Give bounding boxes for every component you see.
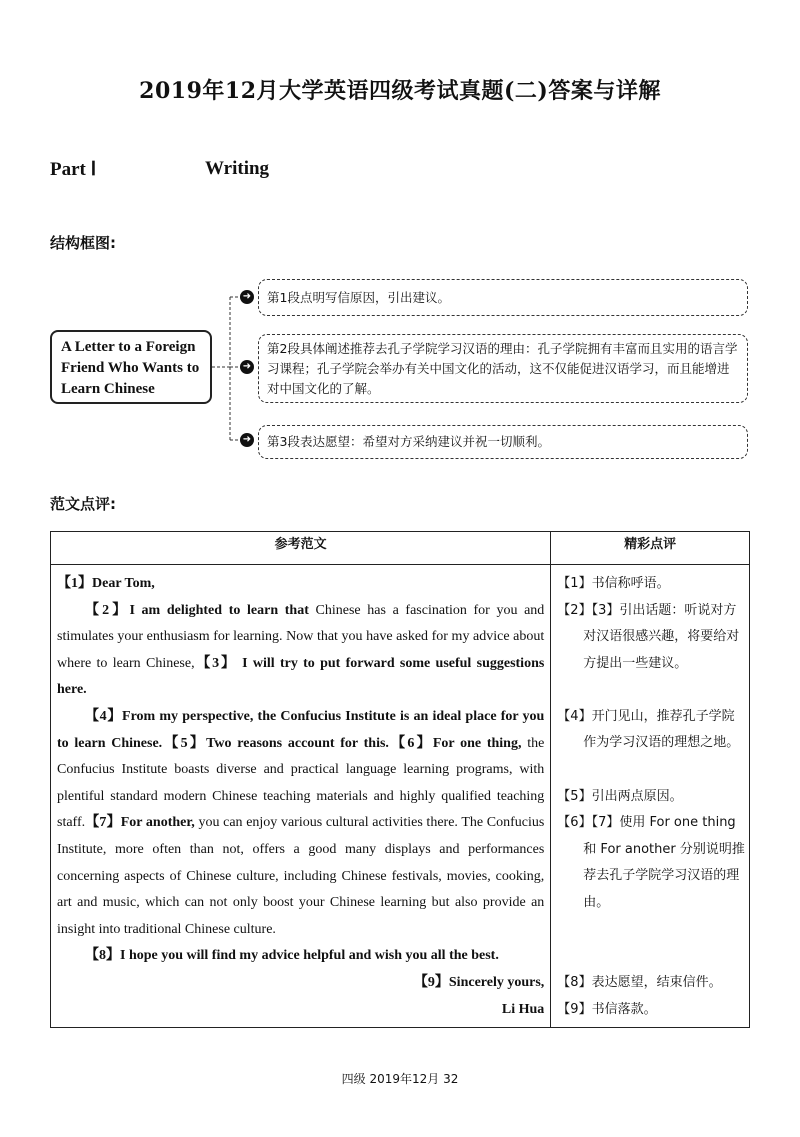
highlight-phrase: I am delighted to learn that bbox=[129, 602, 309, 618]
branch-paragraph-2: 第2段具体阐述推荐去孔子学院学习汉语的理由：孔子学院拥有丰富而且实用的语言学习课程；孔子学院会举办有关中国文化的活动，这不仅能促进汉语学习，而且能增进对中国文化的了解。 bbox=[258, 334, 748, 403]
essay-signature: Li Hua bbox=[501, 1001, 545, 1017]
part-label: Part Ⅰ bbox=[50, 159, 97, 180]
essay-text: you can enjoy various cultural activities there. The Confucius Institute, more often than not, offers a good many displays and performances concerning aspects of Chinese culture, including Chinese festivals, movies, cooking, art and music, which can not only boost your Chinese learning but also provide an insight into traditional Chinese culture. bbox=[57, 815, 545, 937]
marker: 【6】 bbox=[388, 735, 433, 751]
highlight-phrase: For another, bbox=[120, 815, 195, 831]
arrow-right-icon: ➜ bbox=[240, 290, 254, 304]
marker: 【3】 bbox=[194, 655, 237, 671]
part-name: Writing bbox=[205, 158, 270, 179]
page-footer: 四级 2019年12月 32 bbox=[341, 1072, 459, 1086]
highlight-phrase: For one thing, bbox=[432, 735, 522, 751]
comment-item: 【1】书信称呼语。 bbox=[557, 576, 670, 591]
essay-paragraph-3: 【8】I hope you will find my advice helpful and wish you all the best. bbox=[85, 948, 499, 964]
topic-box bbox=[50, 330, 212, 404]
branch-paragraph-3: 第3段表达愿望：希望对方采纳建议并祝一切顺利。 bbox=[258, 425, 748, 459]
comment-item: 【8】表达愿望，结束信件。 bbox=[557, 975, 722, 991]
marker: 【5】 bbox=[162, 735, 207, 751]
comments-column bbox=[551, 565, 750, 1028]
table-row bbox=[51, 565, 750, 1028]
page-title: 2019年12月大学英语四级考试真题(二)答案与详解 bbox=[139, 78, 661, 104]
topic-line-1: A Letter to a Foreign bbox=[61, 339, 196, 355]
table-header-row bbox=[51, 532, 750, 565]
branch-paragraph-1: 第1段点明写信原因，引出建议。 bbox=[258, 279, 748, 316]
essay-closing: 【9】Sincerely yours, bbox=[413, 974, 545, 990]
arrow-right-icon: ➜ bbox=[240, 360, 254, 374]
col-header-essay: 参考范文 bbox=[51, 532, 551, 565]
essay-paragraph-1 bbox=[57, 598, 544, 704]
comment-item: 【9】书信落款。 bbox=[557, 1001, 657, 1017]
marker: 【7】 bbox=[85, 815, 121, 831]
comment-item: 【5】引出两点原因。 bbox=[557, 788, 683, 804]
marker: 【4】 bbox=[85, 708, 123, 724]
highlight-phrase: From my perspective, the Confucius Institute is an ideal place for you to learn Chinese. bbox=[57, 708, 545, 751]
essay-text: Chinese has a fascination for you and stimulates your enthusiasm for learning. Now that you have asked for my advice about where to learn Chinese, bbox=[57, 602, 545, 671]
essay-text: the Confucius Institute boasts diverse and practical language learning programs, with plentiful standard modern Chinese teaching materials and highly qualified teaching staff. bbox=[57, 735, 545, 831]
review-heading: 范文点评: bbox=[50, 495, 116, 513]
highlight-phrase: I will try to put forward some useful suggestions here. bbox=[57, 655, 545, 698]
essay-salutation: 【1】Dear Tom, bbox=[57, 576, 155, 591]
comment-item: 【6】【7】使用 For one thing 和 For another 分别说明推荐去孔子学院学习汉语的理由。 bbox=[557, 815, 745, 910]
comment-item: 【2】【3】引出话题：听说对方对汉语很感兴趣，将要给对方提出一些建议。 bbox=[557, 602, 740, 671]
topic-line-3: Learn Chinese bbox=[61, 381, 155, 397]
topic-line-2: Friend Who Wants to bbox=[61, 360, 200, 376]
model-essay bbox=[51, 565, 551, 1028]
essay-paragraph-2 bbox=[57, 704, 544, 943]
col-header-comments: 精彩点评 bbox=[551, 532, 750, 565]
comment-item: 【4】开门见山，推荐孔子学院作为学习汉语的理想之地。 bbox=[557, 708, 740, 751]
essay-review-table bbox=[50, 531, 750, 1028]
arrow-right-icon: ➜ bbox=[240, 433, 254, 447]
structure-heading: 结构框图: bbox=[50, 234, 116, 252]
highlight-phrase: Two reasons account for this. bbox=[206, 735, 389, 751]
marker: 【2】 bbox=[85, 602, 130, 618]
